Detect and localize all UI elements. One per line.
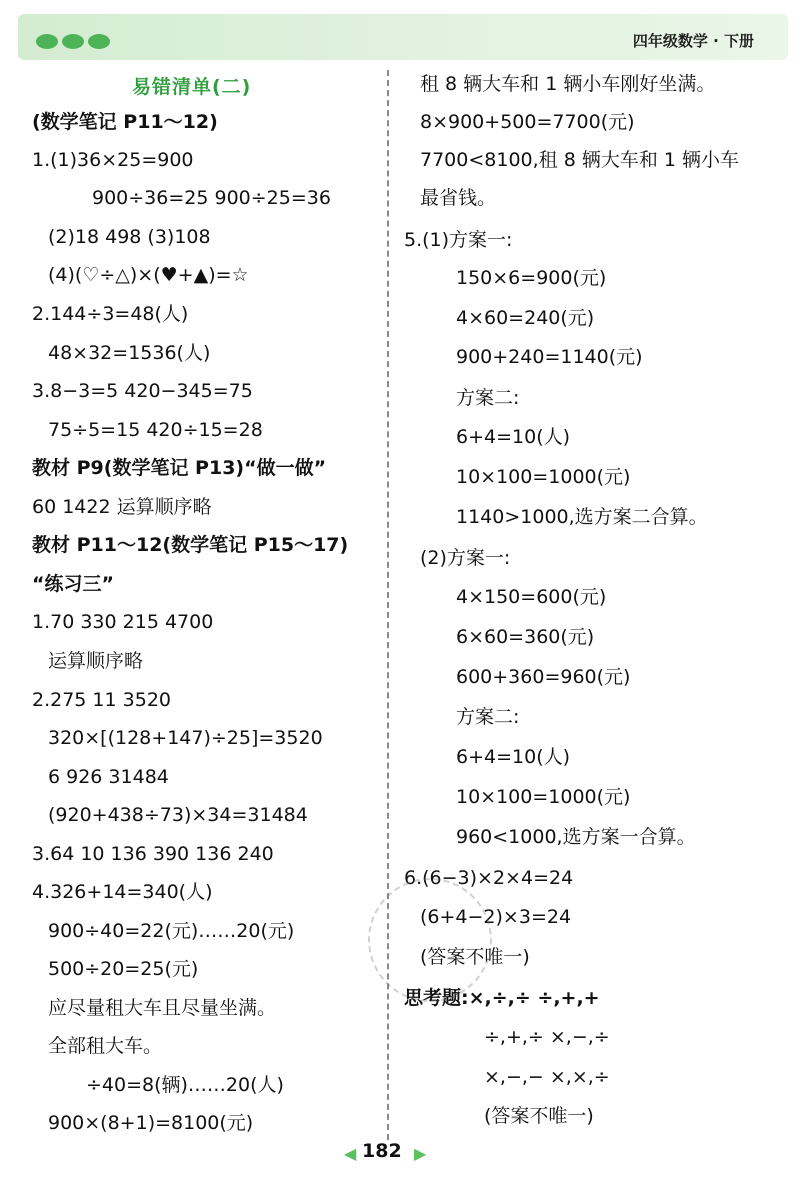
green-dot-icon	[88, 34, 110, 49]
text-line: 10×100=1000(元)	[456, 786, 631, 808]
text-line: (4)(♡÷△)×(♥+▲)=☆	[48, 264, 249, 286]
text-line: 租 8 辆大车和 1 辆小车刚好坐满。	[420, 73, 716, 95]
text-line: 1140>1000,选方案二合算。	[456, 506, 708, 528]
text-line: 7700<8100,租 8 辆大车和 1 辆小车	[420, 149, 740, 171]
text-line: 最省钱。	[420, 187, 497, 209]
text-line: 6+4=10(人)	[456, 426, 571, 448]
text-line: 75÷5=15 420÷15=28	[48, 419, 263, 441]
page-number: 182	[362, 1140, 402, 1162]
book-title: 四年级数学 · 下册	[632, 32, 754, 50]
green-dot-icon	[62, 34, 84, 49]
text-line: (答案不唯一)	[484, 1105, 594, 1127]
text-line: 150×6=900(元)	[456, 267, 607, 289]
green-dot-icon	[36, 34, 58, 49]
text-line: 6.(6−3)×2×4=24	[404, 867, 574, 889]
text-line: 6×60=360(元)	[456, 626, 595, 648]
text-line: 5.(1)方案一:	[404, 229, 513, 251]
text-line: 2.275 11 3520	[32, 689, 172, 711]
text-line: 48×32=1536(人)	[48, 342, 211, 364]
text-line: 教材 P9(数学笔记 P13)“做一做”	[32, 457, 327, 479]
text-line: (2)方案一:	[420, 547, 511, 569]
section-title: 易错清单(二)	[132, 76, 252, 98]
text-line: 3.8−3=5 420−345=75	[32, 380, 253, 402]
text-line: 教材 P11～12(数学笔记 P15～17)	[32, 534, 349, 556]
text-line: 4×150=600(元)	[456, 586, 607, 608]
text-line: 60 1422 运算顺序略	[32, 496, 212, 518]
text-line: (6+4−2)×3=24	[420, 906, 572, 928]
text-line: 方案二:	[456, 706, 520, 728]
text-line: 960<1000,选方案一合算。	[456, 826, 696, 848]
text-line: (答案不唯一)	[420, 946, 530, 968]
left-arrow-icon: ◀	[344, 1144, 357, 1163]
text-line: 1.70 330 215 4700	[32, 611, 214, 633]
text-line: 6 926 31484	[48, 766, 169, 788]
text-line: 思考题:×,÷,÷ ÷,+,+	[404, 987, 600, 1009]
text-line: 10×100=1000(元)	[456, 466, 631, 488]
text-line: 4×60=240(元)	[456, 307, 595, 329]
text-line: 900÷40=22(元)……20(元)	[48, 920, 295, 942]
text-line: 500÷20=25(元)	[48, 958, 199, 980]
text-line: 900×(8+1)=8100(元)	[48, 1112, 254, 1134]
text-line: 1.(1)36×25=900	[32, 149, 194, 171]
text-line: 4.326+14=340(人)	[32, 881, 213, 903]
text-line: (2)18 498 (3)108	[48, 226, 211, 248]
text-line: 900÷36=25 900÷25=36	[92, 187, 331, 209]
text-line: 3.64 10 136 390 136 240	[32, 843, 274, 865]
text-line: 600+360=960(元)	[456, 666, 631, 688]
text-line: “练习三”	[32, 573, 114, 595]
text-line: 6+4=10(人)	[456, 746, 571, 768]
text-line: 应尽量租大车且尽量坐满。	[48, 997, 277, 1019]
text-line: 320×[(128+147)÷25]=3520	[48, 727, 323, 749]
text-line: 方案二:	[456, 387, 520, 409]
text-line: 900+240=1140(元)	[456, 346, 643, 368]
text-line: ÷,+,÷ ×,−,÷	[484, 1026, 610, 1048]
right-arrow-icon: ▶	[414, 1144, 427, 1163]
text-line: 全部租大车。	[48, 1035, 163, 1057]
text-line: (数学笔记 P11～12)	[32, 111, 218, 133]
text-line: ×,−,− ×,×,÷	[484, 1066, 610, 1088]
text-line: 8×900+500=7700(元)	[420, 111, 635, 133]
text-line: 2.144÷3=48(人)	[32, 303, 189, 325]
text-line: 运算顺序略	[48, 650, 144, 672]
text-line: (920+438÷73)×34=31484	[48, 804, 308, 826]
text-line: ÷40=8(辆)……20(人)	[86, 1074, 284, 1096]
